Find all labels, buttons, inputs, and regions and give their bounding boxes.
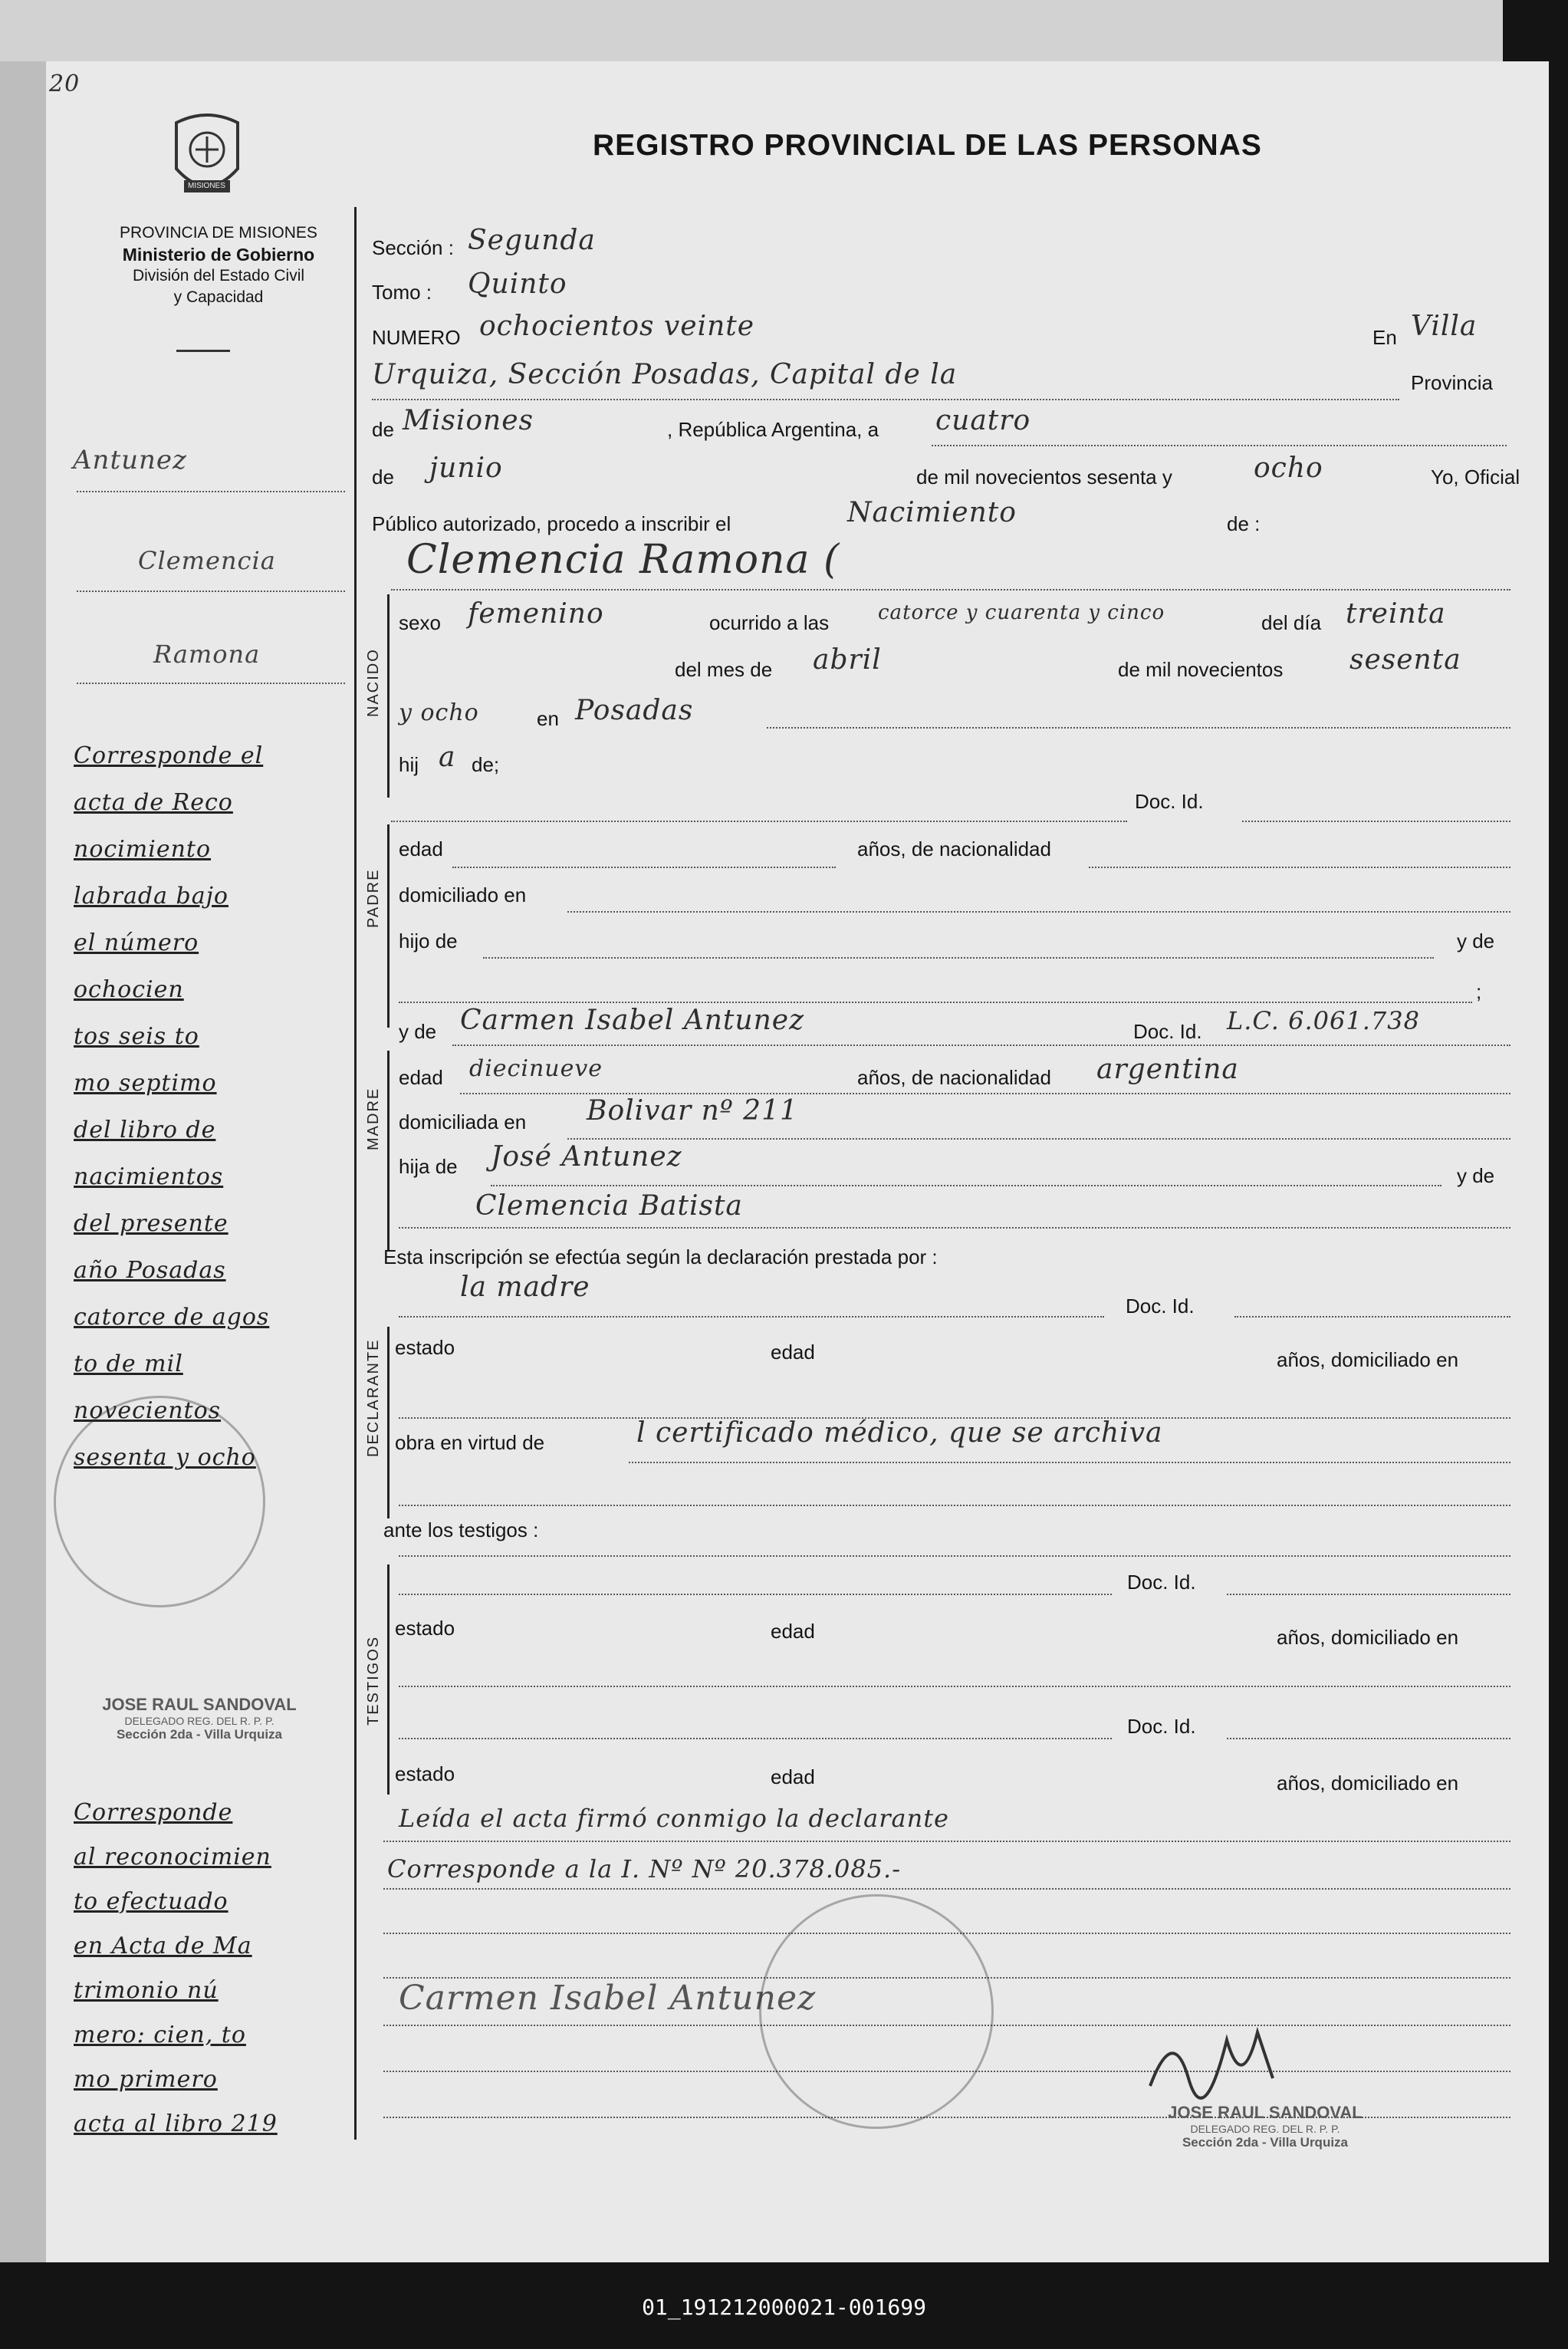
entry-madre-padre: José Antunez bbox=[491, 1141, 682, 1173]
rule bbox=[77, 591, 345, 592]
margin-note-2-line: en Acta de Ma bbox=[74, 1933, 252, 1959]
section-bracket-padre bbox=[387, 824, 390, 1028]
label-seccion: Sección : bbox=[372, 236, 454, 259]
entry-mes-inscripcion: junio bbox=[429, 452, 503, 484]
signature-declarante: Carmen Isabel Antunez bbox=[399, 1979, 817, 2018]
entry-en: Villa bbox=[1411, 311, 1478, 342]
margin-note-1-line: labrada bajo bbox=[74, 883, 228, 910]
rule bbox=[452, 867, 836, 868]
margin-note-2-line: mero: cien, to bbox=[74, 2022, 246, 2048]
margin-note-2-line: to efectuado bbox=[74, 1888, 228, 1915]
issuing-authority bbox=[65, 222, 372, 308]
label-tomo: Tomo : bbox=[372, 281, 432, 304]
label-en-lugar: en bbox=[537, 707, 559, 730]
rule bbox=[399, 1227, 1510, 1229]
semicolon-mark: ; bbox=[1476, 980, 1482, 1003]
delegado-stamp bbox=[73, 1695, 326, 1742]
rule bbox=[383, 1888, 1510, 1890]
margin-note-matrimonio bbox=[74, 1791, 357, 2147]
stamp-role-2: DELEGADO REG. DEL R. P. P. bbox=[1190, 2123, 1340, 2135]
rule bbox=[483, 957, 1434, 959]
label-padre-nacionalidad: años, de nacionalidad bbox=[857, 837, 1051, 860]
margin-note-1-line: Corresponde el bbox=[74, 742, 264, 769]
label-padre-domicilio: domiciliado en bbox=[399, 883, 527, 906]
entry-acto: Nacimiento bbox=[847, 497, 1017, 528]
entry-anio-nacimiento: sesenta bbox=[1349, 644, 1461, 676]
side-label-padre: PADRE bbox=[365, 868, 382, 928]
entry-anio-nacimiento-2: y ocho bbox=[399, 699, 479, 726]
entry-madre-doc: L.C. 6.061.738 bbox=[1227, 1006, 1420, 1035]
margin-note-reconocimiento bbox=[74, 732, 357, 1481]
label-declarante-doc: Doc. Id. bbox=[1126, 1295, 1195, 1318]
rule bbox=[629, 1462, 1510, 1463]
entry-sexo: femenino bbox=[468, 598, 604, 630]
rule bbox=[452, 1045, 1510, 1046]
rule bbox=[399, 1316, 1104, 1318]
label-provincia: Provincia bbox=[1411, 371, 1493, 394]
label-mil-sesenta: de mil novecientos sesenta y bbox=[916, 466, 1172, 489]
label-madre-nacionalidad: años, de nacionalidad bbox=[857, 1066, 1051, 1089]
rule bbox=[399, 1686, 1510, 1687]
entry-nota-dni: Corresponde a la I. Nº Nº 20.378.085.- bbox=[387, 1854, 902, 1883]
label-padre-y-de: y de bbox=[1457, 929, 1495, 952]
label-hij: hij bbox=[399, 753, 419, 776]
label-declarante-estado: estado bbox=[395, 1336, 455, 1359]
label-madre-y-de: y de bbox=[399, 1020, 437, 1043]
margin-note-2-line: Corresponde bbox=[74, 1799, 233, 1826]
division-name-2: y Capacidad bbox=[173, 288, 264, 306]
rule bbox=[399, 1002, 1472, 1003]
label-yo-oficial: Yo, Oficial bbox=[1431, 466, 1520, 489]
margin-note-2-line: al reconocimien bbox=[74, 1844, 271, 1870]
page-number-mark: 20 bbox=[49, 71, 81, 97]
rule bbox=[567, 1138, 1510, 1140]
label-hij-de: de; bbox=[472, 753, 500, 776]
label-madre-doc: Doc. Id. bbox=[1133, 1020, 1202, 1043]
label-publico: Público autorizado, procedo a inscribir el bbox=[372, 512, 731, 535]
entry-lectura-firma: Leída el acta firmó conmigo la declarante bbox=[399, 1804, 949, 1833]
margin-note-1-line: catorce de agos bbox=[74, 1304, 270, 1331]
label-padre-doc: Doc. Id. bbox=[1135, 790, 1204, 813]
rule bbox=[399, 1555, 1510, 1557]
label-ocurrido: ocurrido a las bbox=[709, 611, 830, 634]
label-del-mes: del mes de bbox=[675, 658, 773, 681]
registry-round-stamp bbox=[759, 1894, 994, 2129]
rule bbox=[77, 491, 345, 492]
entry-mes-nacimiento: abril bbox=[813, 644, 882, 676]
stamp-name-2: JOSE RAUL SANDOVAL bbox=[1168, 2103, 1363, 2122]
label-numero: NUMERO bbox=[372, 326, 461, 349]
label-declaracion: Esta inscripción se efectúa según la declaración prestada por : bbox=[383, 1245, 938, 1268]
label-madre-y-de-2: y de bbox=[1457, 1164, 1495, 1187]
margin-note-1-line: el número bbox=[74, 929, 199, 956]
entry-numero: ochocientos veinte bbox=[479, 311, 755, 342]
entry-anio-sufijo: ocho bbox=[1254, 452, 1323, 484]
entry-hij-sufijo: a bbox=[439, 742, 456, 773]
entry-dia-inscripcion: cuatro bbox=[935, 405, 1031, 436]
label-declarante-edad: edad bbox=[771, 1341, 815, 1364]
margin-note-2-line: mo primero bbox=[74, 2066, 218, 2093]
entry-seccion: Segunda bbox=[468, 225, 596, 256]
section-bracket-madre bbox=[387, 1051, 390, 1250]
rule bbox=[391, 589, 1510, 591]
rule bbox=[932, 445, 1507, 446]
book-binding bbox=[0, 61, 48, 2262]
side-label-declarante: DECLARANTE bbox=[365, 1338, 382, 1457]
rule bbox=[1242, 821, 1510, 822]
page-edge bbox=[0, 0, 1503, 65]
rule bbox=[1089, 867, 1510, 868]
seal-caption: MISIONES bbox=[188, 182, 225, 190]
label-de-2: de bbox=[372, 466, 394, 489]
label-madre-hija-de: hija de bbox=[399, 1155, 458, 1178]
file-id-caption: 01_191212000021-001699 bbox=[0, 2266, 1568, 2349]
coat-of-arms-seal bbox=[165, 107, 249, 207]
entry-lugar-nacimiento: Posadas bbox=[575, 695, 694, 726]
label-testigo1-doc: Doc. Id. bbox=[1127, 1571, 1196, 1594]
rule bbox=[399, 1505, 1510, 1506]
label-de: de bbox=[372, 418, 394, 441]
margin-note-1-line: del presente bbox=[74, 1210, 228, 1237]
label-testigo1-estado: estado bbox=[395, 1617, 455, 1640]
rule bbox=[399, 1738, 1112, 1739]
label-republica: , República Argentina, a bbox=[667, 418, 879, 441]
label-padre-hijo-de: hijo de bbox=[399, 929, 458, 952]
label-testigo2-domicilio: años, domiciliado en bbox=[1277, 1772, 1459, 1795]
section-bracket-declarante bbox=[387, 1327, 390, 1518]
margin-note-1-line: mo septimo bbox=[74, 1070, 217, 1097]
margin-note-1-line: acta de Reco bbox=[74, 789, 233, 816]
stamp-role: DELEGADO REG. DEL R. P. P. bbox=[124, 1715, 274, 1727]
rule bbox=[1227, 1594, 1510, 1595]
delegado-stamp-2 bbox=[1104, 2103, 1426, 2150]
margin-note-2-line: acta al libro 219 bbox=[74, 2110, 278, 2137]
label-declarante-domicilio: años, domiciliado en bbox=[1277, 1348, 1459, 1371]
label-testigo2-edad: edad bbox=[771, 1765, 815, 1788]
margin-apellido: Antunez bbox=[73, 445, 187, 475]
margin-note-1-line: to de mil bbox=[74, 1351, 183, 1377]
rule bbox=[77, 683, 345, 684]
label-testigo1-domicilio: años, domiciliado en bbox=[1277, 1626, 1459, 1649]
entry-hora: catorce y cuarenta y cinco bbox=[878, 601, 1165, 624]
division-name: División del Estado Civil bbox=[132, 267, 305, 285]
entry-madre-edad: diecinueve bbox=[469, 1055, 603, 1082]
margin-note-1-line: ochocien bbox=[74, 976, 184, 1003]
label-madre-edad: edad bbox=[399, 1066, 443, 1089]
stamp-section-2: Sección 2da - Villa Urquiza bbox=[1182, 2135, 1349, 2150]
entry-dia-nacimiento: treinta bbox=[1346, 598, 1446, 630]
margin-note-1-line: del libro de bbox=[74, 1117, 216, 1143]
margin-nombre-1: Clemencia bbox=[138, 546, 276, 575]
entry-tomo: Quinto bbox=[468, 268, 567, 300]
margin-note-2-line: trimonio nú bbox=[74, 1977, 219, 2004]
label-del-dia: del día bbox=[1261, 611, 1322, 634]
entry-madre-nacionalidad: argentina bbox=[1096, 1054, 1239, 1085]
entry-lugar: Urquiza, Sección Posadas, Capital de la bbox=[372, 359, 958, 390]
entry-obra: l certificado médico, que se archiva bbox=[636, 1417, 1163, 1449]
rule bbox=[460, 1093, 1510, 1094]
rule bbox=[1234, 1316, 1510, 1318]
side-label-testigos: TESTIGOS bbox=[365, 1635, 382, 1726]
label-obra: obra en virtud de bbox=[395, 1431, 545, 1454]
margin-note-1-line: nocimiento bbox=[74, 836, 212, 863]
rule bbox=[399, 1594, 1112, 1595]
label-en: En bbox=[1372, 326, 1397, 349]
label-sexo: sexo bbox=[399, 611, 441, 634]
rule bbox=[491, 1185, 1441, 1186]
rule bbox=[383, 1841, 1510, 1842]
section-bracket-nacido bbox=[387, 594, 390, 798]
margin-note-1-line: tos seis to bbox=[74, 1023, 199, 1050]
margin-note-1-line: novecientos bbox=[74, 1397, 222, 1424]
rule bbox=[372, 399, 1399, 400]
entry-madre-domicilio: Bolivar nº 211 bbox=[587, 1095, 798, 1127]
entry-madre-nombre: Carmen Isabel Antunez bbox=[460, 1005, 805, 1036]
document-title: REGISTRO PROVINCIAL DE LAS PERSONAS bbox=[593, 129, 1262, 162]
label-testigos: ante los testigos : bbox=[383, 1518, 539, 1541]
official-seal-stamp bbox=[54, 1396, 265, 1607]
margin-nombre-2: Ramona bbox=[153, 640, 261, 669]
margin-note-1-line: sesenta y ocho bbox=[74, 1444, 256, 1471]
stamp-name: JOSE RAUL SANDOVAL bbox=[102, 1695, 297, 1714]
official-signature bbox=[1142, 2009, 1296, 2101]
margin-note-1-line: nacimientos bbox=[74, 1163, 224, 1190]
side-label-nacido: NACIDO bbox=[365, 648, 382, 717]
label-testigo2-doc: Doc. Id. bbox=[1127, 1715, 1196, 1738]
entry-provincia: Misiones bbox=[403, 405, 534, 436]
label-de-mil: de mil novecientos bbox=[1118, 658, 1284, 681]
rule bbox=[391, 821, 1127, 822]
rule bbox=[767, 727, 1510, 729]
entry-declarante: la madre bbox=[460, 1272, 590, 1303]
entry-madre-madre: Clemencia Batista bbox=[475, 1190, 743, 1222]
province-name: PROVINCIA DE MISIONES bbox=[120, 224, 317, 242]
rule bbox=[1227, 1738, 1510, 1739]
rule bbox=[567, 911, 1510, 913]
entry-nombre-nacido: Clemencia Ramona ( bbox=[406, 537, 840, 583]
label-de-colon: de : bbox=[1227, 512, 1261, 535]
label-testigo2-estado: estado bbox=[395, 1762, 455, 1785]
label-padre-edad: edad bbox=[399, 837, 443, 860]
ministry-name: Ministerio de Gobierno bbox=[122, 245, 315, 265]
stamp-section: Sección 2da - Villa Urquiza bbox=[116, 1727, 283, 1742]
label-madre-domicilio: domiciliada en bbox=[399, 1110, 527, 1133]
label-testigo1-edad: edad bbox=[771, 1620, 815, 1643]
header-rule bbox=[176, 350, 230, 352]
side-label-madre: MADRE bbox=[365, 1087, 382, 1150]
margin-note-1-line: año Posadas bbox=[74, 1257, 226, 1284]
section-bracket-testigos bbox=[387, 1564, 390, 1795]
